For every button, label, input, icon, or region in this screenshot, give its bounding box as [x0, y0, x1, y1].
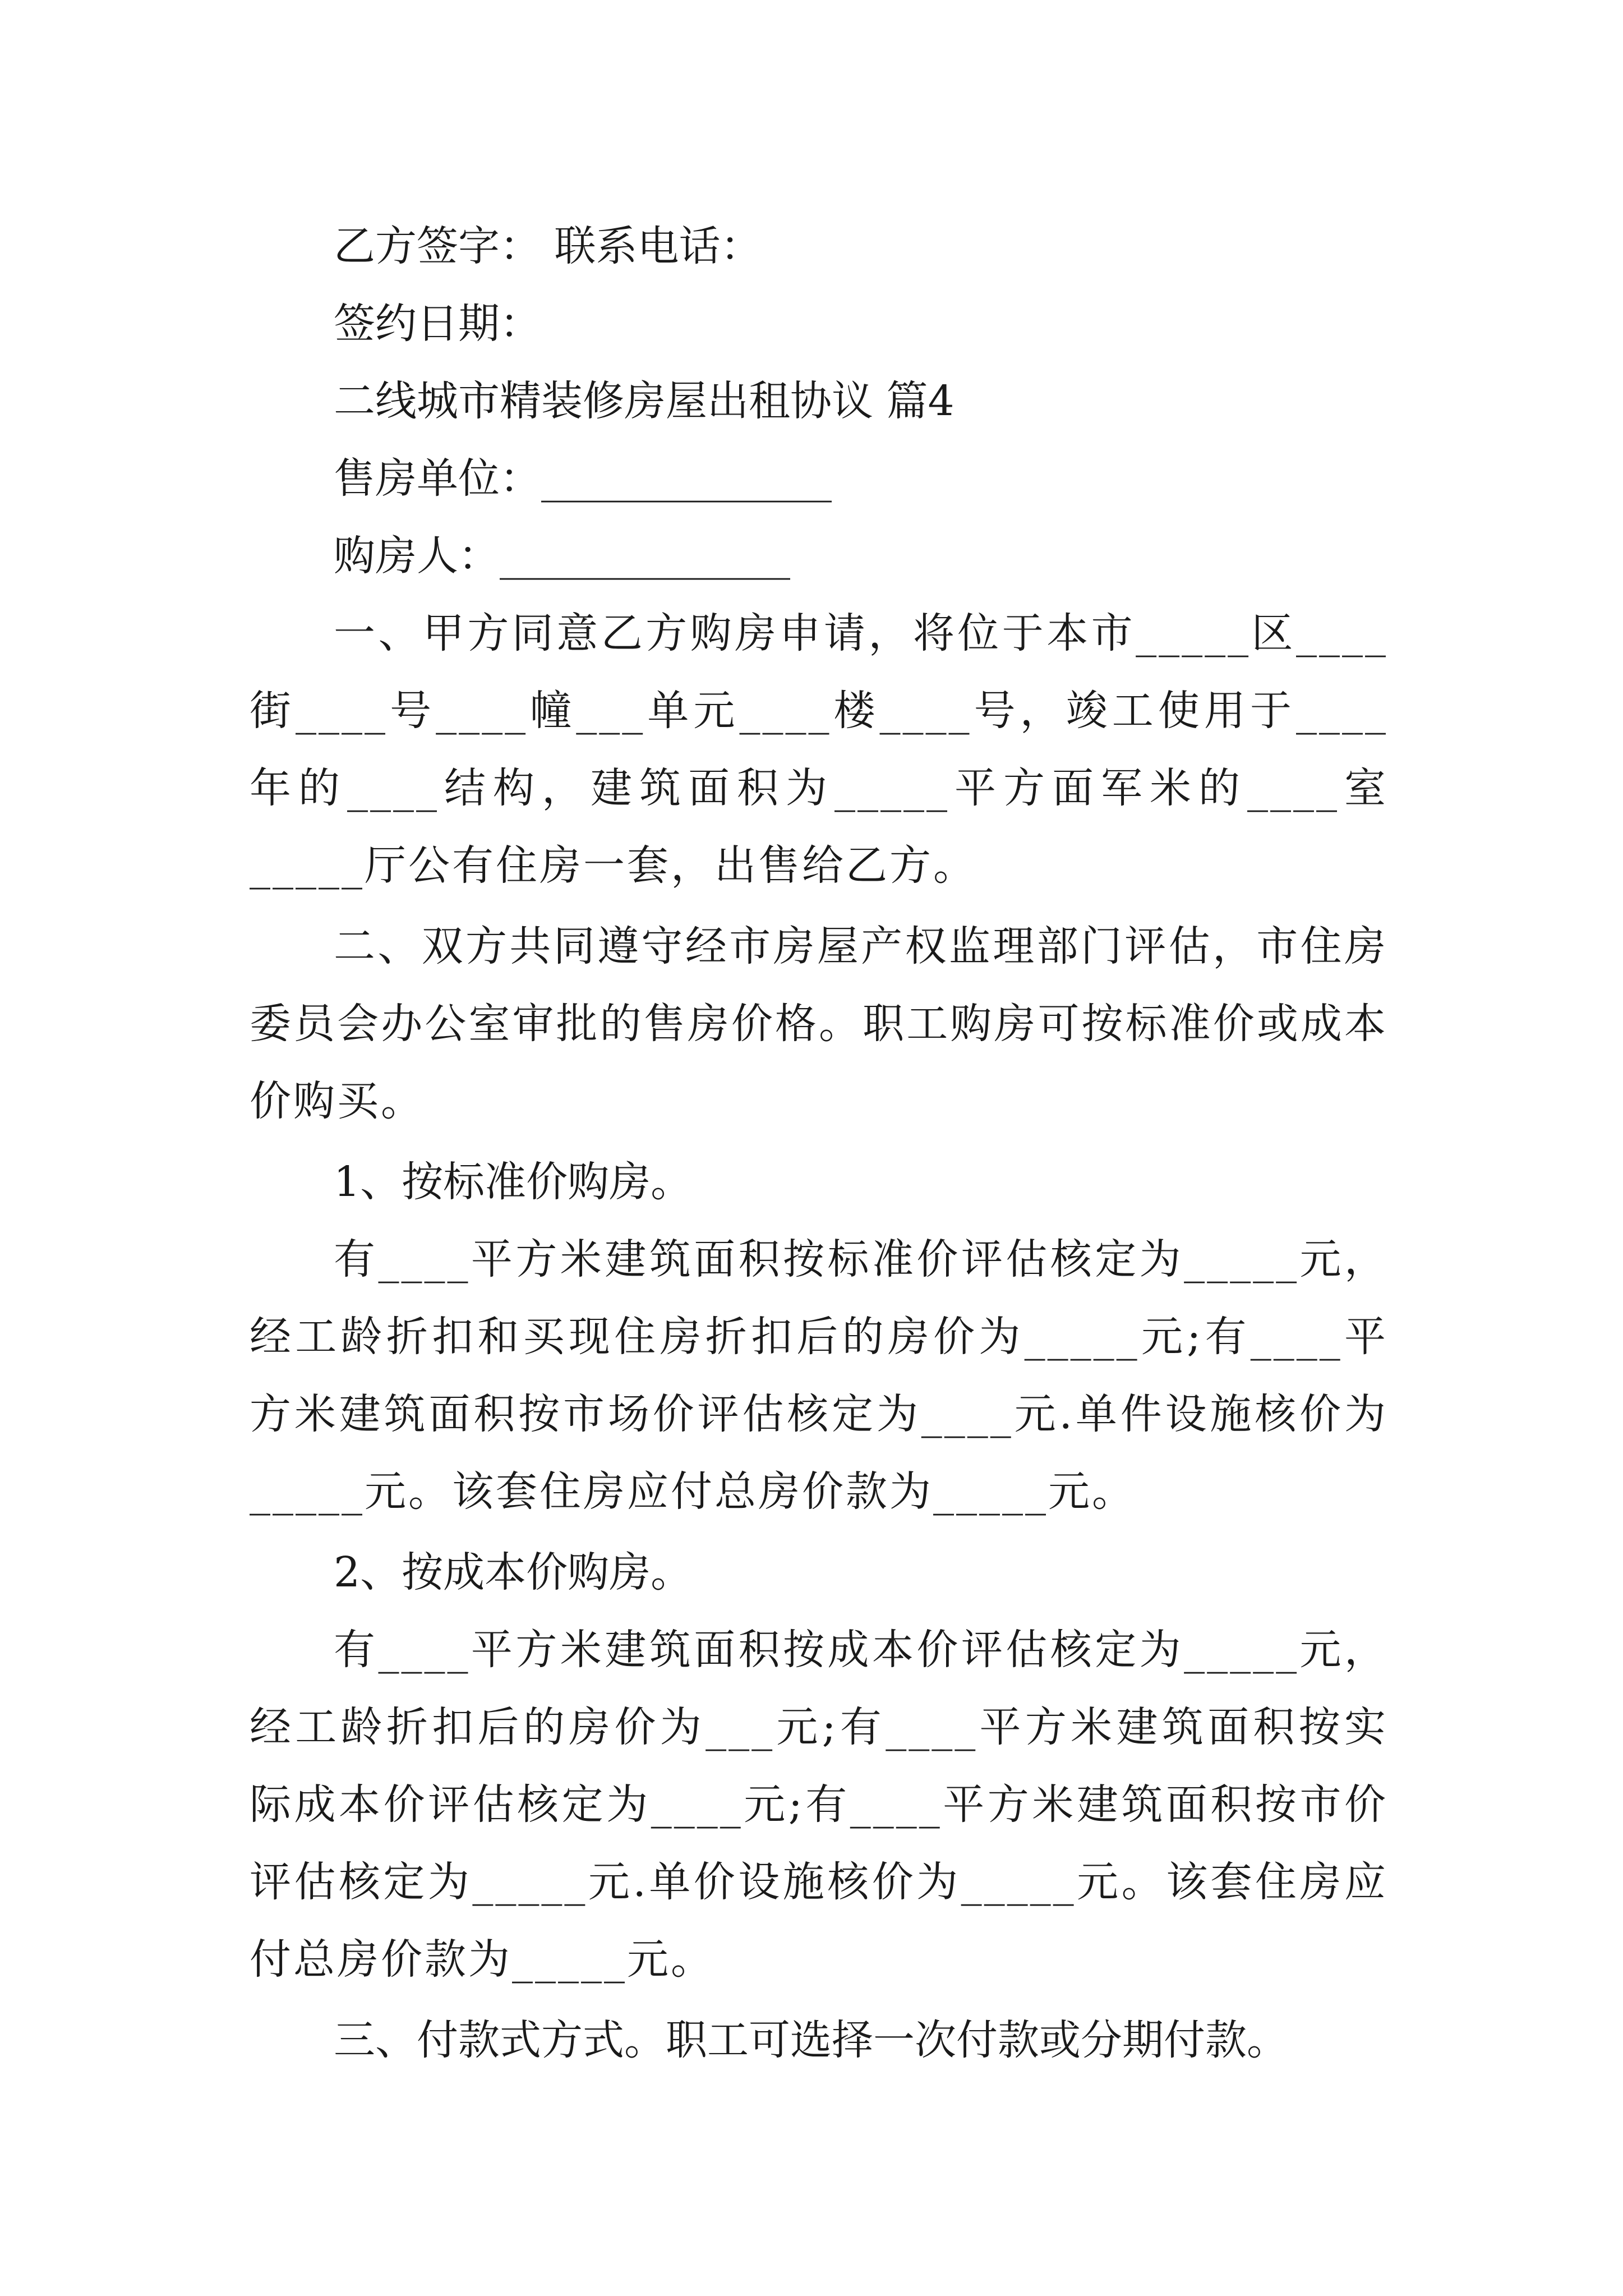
clause-2-paragraph: 二、双方共同遵守经市房屋产权监理部门评估，市住房委员会办公室审批的售房价格。职工购房可按标准价或成本价购买。: [250, 922, 1388, 1125]
standard-price-paragraph: 有____平方米建筑面积按标准价评估核定为_____元，经工龄折扣和买现住房折扣后的房价为_____元;有____平方米建筑面积按市场价评估核定为____元.单件设施核价为_____元。该套住房应付总房价款为_____元。: [250, 1235, 1388, 1516]
signature-line: 乙方签字： 联系电话：: [334, 222, 762, 270]
payment-clause-line: 三、付款式方式。职工可选择一次付款或分期付款。: [334, 2016, 1288, 2064]
document-page: [250, 208, 1388, 2079]
document-title: 二线城市精装修房屋出租协议 篇4: [334, 377, 955, 425]
cost-price-heading: 2、按成本价购房。: [334, 1548, 693, 1596]
seller-line: 售房单位：______________: [334, 454, 832, 503]
clause-1-paragraph: 一、甲方同意乙方购房申请，将位于本市_____区____街____号____幢___单元____楼____号，竣工使用于____年的____结构，建筑面积为_____平方面军米的____室_____厅公有住房一套，出售给乙方。: [250, 609, 1388, 890]
sign-date-line: 签约日期：: [334, 300, 541, 348]
standard-price-heading: 1、按标准价购房。: [334, 1158, 693, 1206]
buyer-line: 购房人：______________: [334, 532, 790, 580]
cost-price-paragraph: 有____平方米建筑面积按成本价评估核定为_____元，经工龄折扣后的房价为___元;有____平方米建筑面积按实际成本价评估核定为____元;有____平方米建筑面积按市价评估核定为_____元.单价设施核价为_____元。该套住房应付总房价款为_____元。: [250, 1626, 1388, 1984]
